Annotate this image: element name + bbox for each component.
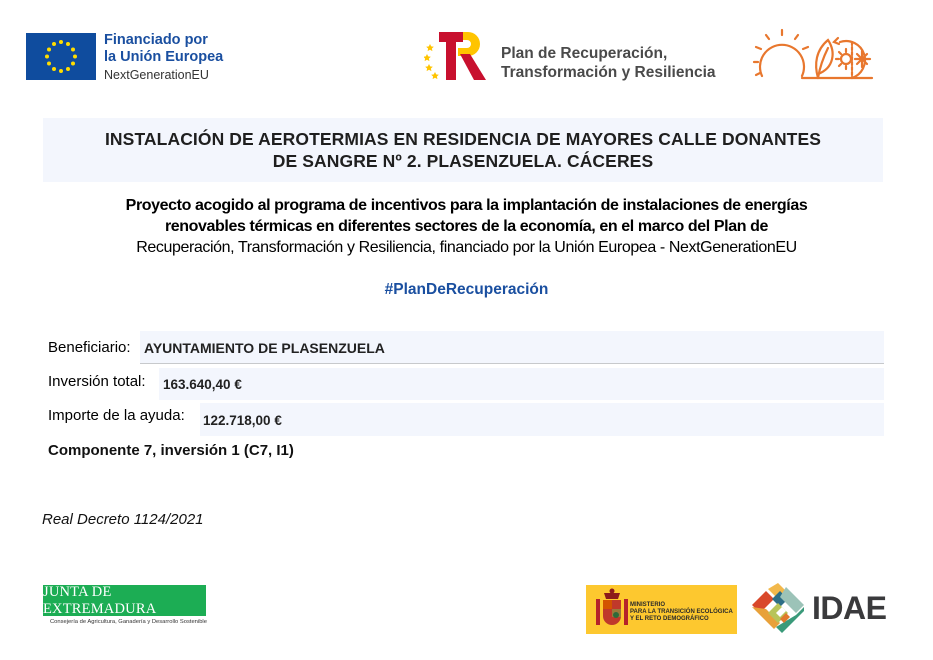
eu-line-3: NextGenerationEU <box>104 68 209 82</box>
prtr-tr-logo-icon <box>424 30 486 82</box>
beneficiary-field <box>140 331 884 364</box>
idae-name: IDAE <box>812 590 887 626</box>
prtr-line-1: Plan de Recuperación, <box>501 45 668 62</box>
project-title <box>43 118 883 182</box>
title-line-1: INSTALACIÓN DE AEROTERMIAS EN RESIDENCIA DE MAYORES CALLE DONANTES <box>104 129 822 149</box>
total-investment-value: 163.640,40 € <box>163 377 242 392</box>
project-description <box>80 195 853 258</box>
component-text: Componente 7, inversión 1 (C7, I1) <box>48 442 294 459</box>
description-line-3: Recuperación, Transformación y Resiliencia, financiado por la Unión Europea - NextGenerationEU <box>136 239 797 256</box>
royal-decree: Real Decreto 1124/2021 <box>42 511 204 528</box>
aid-amount-field <box>200 403 884 436</box>
ministry-line-3: Y EL RETO DEMOGRÁFICO <box>630 616 709 622</box>
total-investment-field <box>159 368 884 400</box>
junta-subtitle: Consejería de Agricultura, Ganadería y Desarrollo Sostenible <box>50 619 207 625</box>
description-line-1: Proyecto acogido al programa de incentivos para la implantación de instalaciones de energías <box>125 197 808 214</box>
junta-extremadura-logo <box>43 585 206 616</box>
spain-coat-of-arms-icon <box>592 585 632 634</box>
ministry-line-2: PARA LA TRANSICIÓN ECOLÓGICA <box>630 609 733 615</box>
ministry-line-1: MINISTERIO <box>630 602 666 608</box>
ministry-text <box>630 602 733 623</box>
eu-line-2: la Unión Europea <box>104 49 224 65</box>
title-line-2: DE SANGRE Nº 2. PLASENZUELA. CÁCERES <box>272 151 654 171</box>
eu-stars-icon <box>26 33 96 80</box>
prtr-line-2: Transformación y Resiliencia <box>501 64 716 81</box>
description-line-2: renovables térmicas en diferentes sectores de la economía, en el marco del Plan de <box>164 218 769 235</box>
total-investment-label: Inversión total: <box>48 373 146 390</box>
sun-leaf-snowflake-icon <box>752 28 882 84</box>
prtr-text <box>501 44 716 82</box>
eu-line-1: Financiado por <box>104 32 208 48</box>
hashtag: #PlanDeRecuperación <box>384 281 549 298</box>
idae-logo-icon <box>750 583 806 633</box>
beneficiary-value: AYUNTAMIENTO DE PLASENZUELA <box>144 340 385 356</box>
aid-amount-value: 122.718,00 € <box>203 413 282 428</box>
aid-amount-label: Importe de la ayuda: <box>48 407 185 424</box>
junta-name: JUNTA DE EXTREMADURA <box>43 583 157 617</box>
eu-funding-text <box>104 32 223 84</box>
beneficiary-label: Beneficiario: <box>48 339 131 356</box>
eu-flag-logo <box>26 33 96 80</box>
